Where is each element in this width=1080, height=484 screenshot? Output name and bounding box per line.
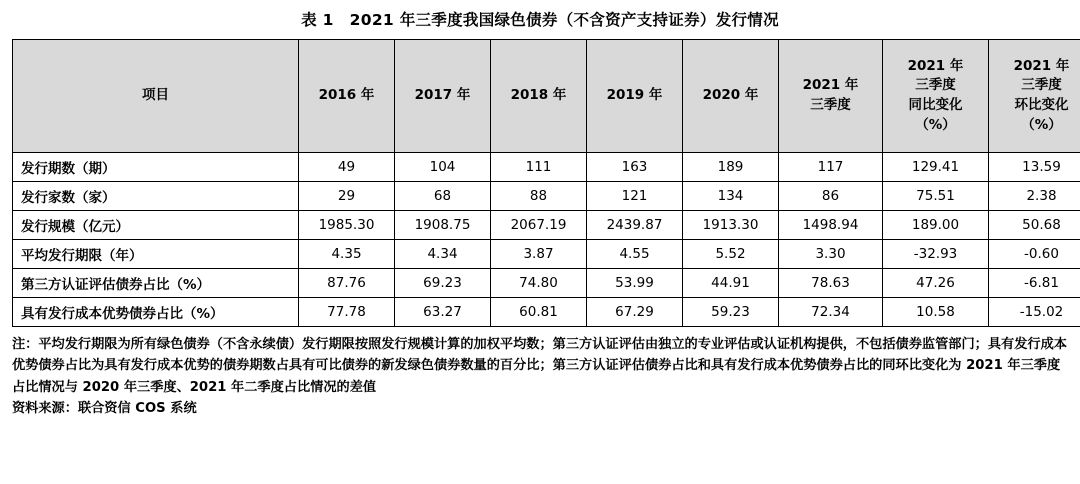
row-label: 第三方认证评估债券占比（%）	[13, 269, 299, 298]
source-label: 资料来源：	[12, 401, 78, 417]
column-header-qoq-line1: 2021 年	[1013, 57, 1070, 74]
cell-value: 47.26	[883, 269, 989, 298]
cell-value: 134	[683, 182, 779, 211]
cell-value: 111	[491, 153, 587, 182]
green-bond-issuance-table	[12, 39, 1080, 327]
cell-value: 1985.30	[299, 211, 395, 240]
column-header-qoq-line2: 三季度	[1021, 77, 1062, 94]
cell-value: 189	[683, 153, 779, 182]
cell-value: 69.23	[395, 269, 491, 298]
source-line	[12, 398, 1068, 419]
table-row	[13, 269, 1080, 298]
table-caption	[0, 0, 1080, 39]
cell-value: 121	[587, 182, 683, 211]
cell-value: 88	[491, 182, 587, 211]
source-value: 联合资信 COS 系统	[77, 401, 197, 417]
cell-value: 13.59	[989, 153, 1080, 182]
column-header-qoq-change	[989, 40, 1080, 153]
cell-value: 53.99	[587, 269, 683, 298]
table-header-row	[13, 40, 1080, 153]
table-row	[13, 240, 1080, 269]
column-header-2019: 2019 年	[587, 40, 683, 153]
cell-value: -32.93	[883, 240, 989, 269]
column-header-yoy-line4: （%）	[915, 116, 956, 133]
column-header-qoq-line4: （%）	[1021, 116, 1062, 133]
column-header-yoy-line3: 同比变化	[908, 97, 963, 113]
column-header-2018: 2018 年	[491, 40, 587, 153]
note-text: 注：平均发行期限为所有绿色债券（不含永续债）发行期限按照发行规模计算的加权平均数；第三方认证评估由独立的专业评估或认证机构提供，不包括债券监管部门；具有发行成本优势债券占比为具有发行成本优势的债券期数占具有可比债券的新发绿色债券数量的百分比；第三方认证评估债券占比和具有发行成本优势债券占比的同环比变化为 2021 年三季度占比情况与 2020 年三季度、2021 年二季度占比情况的差值	[12, 337, 1067, 395]
cell-value: 86	[779, 182, 883, 211]
cell-value: 5.52	[683, 240, 779, 269]
cell-value: 129.41	[883, 153, 989, 182]
row-label: 发行家数（家）	[13, 182, 299, 211]
table-notes	[12, 334, 1068, 420]
cell-value: 44.91	[683, 269, 779, 298]
cell-value: 4.34	[395, 240, 491, 269]
cell-value: 10.58	[883, 298, 989, 327]
column-header-yoy-line2: 三季度	[915, 77, 956, 94]
cell-value: 4.55	[587, 240, 683, 269]
column-header-2021q3-line2: 三季度	[810, 97, 851, 113]
table-row	[13, 211, 1080, 240]
table-row	[13, 182, 1080, 211]
cell-value: 3.30	[779, 240, 883, 269]
cell-value: 59.23	[683, 298, 779, 327]
column-header-2016: 2016 年	[299, 40, 395, 153]
column-header-yoy-change	[883, 40, 989, 153]
cell-value: 189.00	[883, 211, 989, 240]
cell-value: -0.60	[989, 240, 1080, 269]
cell-value: 75.51	[883, 182, 989, 211]
cell-value: 3.87	[491, 240, 587, 269]
column-header-yoy-line1: 2021 年	[907, 57, 964, 74]
column-header-2020: 2020 年	[683, 40, 779, 153]
cell-value: 104	[395, 153, 491, 182]
row-label: 发行期数（期）	[13, 153, 299, 182]
row-label: 具有发行成本优势债券占比（%）	[13, 298, 299, 327]
caption-number: 表 1	[301, 11, 334, 29]
cell-value: 2067.19	[491, 211, 587, 240]
table-body	[13, 153, 1080, 327]
row-label: 发行规模（亿元）	[13, 211, 299, 240]
row-label: 平均发行期限（年）	[13, 240, 299, 269]
cell-value: 68	[395, 182, 491, 211]
column-header-2021q3-line1: 2021 年	[802, 77, 859, 94]
cell-value: 74.80	[491, 269, 587, 298]
cell-value: 77.78	[299, 298, 395, 327]
cell-value: 63.27	[395, 298, 491, 327]
column-header-qoq-line3: 环比变化	[1014, 97, 1069, 113]
cell-value: 4.35	[299, 240, 395, 269]
cell-value: 87.76	[299, 269, 395, 298]
column-header-2021q3	[779, 40, 883, 153]
cell-value: 1913.30	[683, 211, 779, 240]
cell-value: 2439.87	[587, 211, 683, 240]
cell-value: -6.81	[989, 269, 1080, 298]
cell-value: 72.34	[779, 298, 883, 327]
cell-value: -15.02	[989, 298, 1080, 327]
cell-value: 67.29	[587, 298, 683, 327]
table-header	[13, 40, 1080, 153]
cell-value: 117	[779, 153, 883, 182]
cell-value: 49	[299, 153, 395, 182]
cell-value: 1498.94	[779, 211, 883, 240]
cell-value: 78.63	[779, 269, 883, 298]
table-row	[13, 153, 1080, 182]
cell-value: 1908.75	[395, 211, 491, 240]
cell-value: 29	[299, 182, 395, 211]
cell-value: 50.68	[989, 211, 1080, 240]
cell-value: 163	[587, 153, 683, 182]
cell-value: 60.81	[491, 298, 587, 327]
column-header-item: 项目	[13, 40, 299, 153]
cell-value: 2.38	[989, 182, 1080, 211]
caption-text: 2021 年三季度我国绿色债券（不含资产支持证券）发行情况	[349, 11, 779, 29]
table-row	[13, 298, 1080, 327]
column-header-2017: 2017 年	[395, 40, 491, 153]
